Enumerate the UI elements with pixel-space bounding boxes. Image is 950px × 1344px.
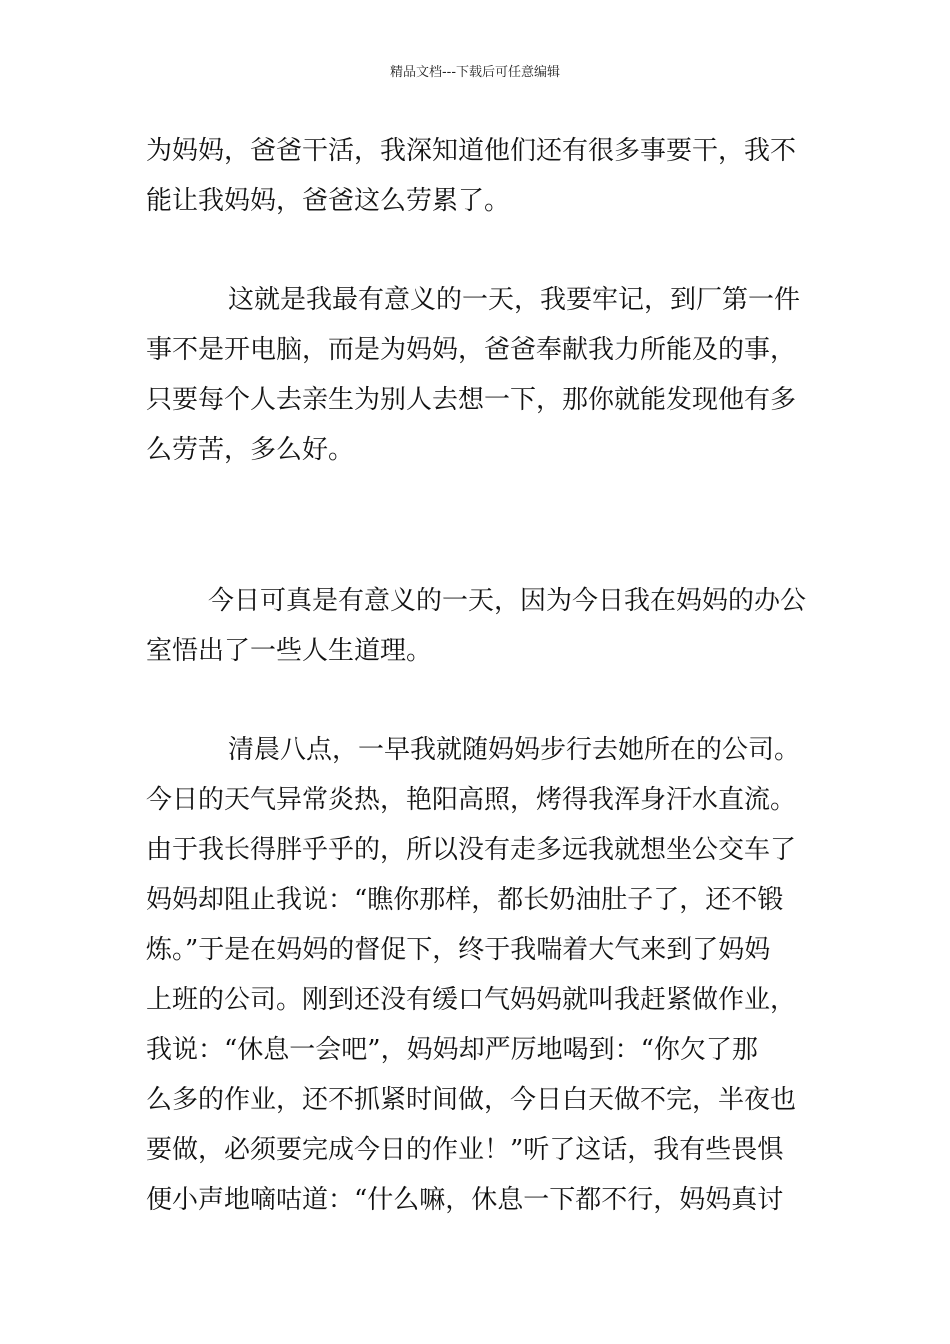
text-line: 这就是我最有意义的一天，我要牢记，到厂第一件 <box>228 285 801 315</box>
paragraph-3 <box>146 576 811 676</box>
text-line: 事不是开电脑，而是为妈妈，爸爸奉献我力所能及的事， <box>146 335 797 365</box>
text-line: 么多的作业，还不抓紧时间做，今日白天做不完，半夜也 <box>146 1085 797 1115</box>
text-line: 由于我长得胖乎乎的，所以没有走多远我就想坐公交车了 <box>146 835 797 865</box>
paragraph-1 <box>146 126 811 226</box>
text-line: 室悟出了一些人生道理。 <box>146 636 433 666</box>
paragraph-4 <box>146 725 811 1225</box>
page-header: 精品文档---下载后可任意编辑 <box>389 65 561 80</box>
text-line: 能让我妈妈，爸爸这么劳累了。 <box>146 186 511 216</box>
text-line: 今日的天气异常炎热，艳阳高照，烤得我浑身汗水直流。 <box>146 785 797 815</box>
text-line: 么劳苦，多么好。 <box>146 435 355 465</box>
text-line: 妈妈却阻止我说：“瞧你那样，都长奶油肚子了，还不锻 <box>146 885 784 915</box>
text-line: 炼。”于是在妈妈的督促下，终于我喘着大气来到了妈妈 <box>146 935 771 965</box>
paragraph-2 <box>146 275 811 475</box>
text-line: 我说：“休息一会吧”，妈妈却严厉地喝到：“你欠了那 <box>146 1035 758 1065</box>
text-line: 今日可真是有意义的一天，因为今日我在妈妈的办公 <box>208 586 807 616</box>
text-line: 清晨八点，一早我就随妈妈步行去她所在的公司。 <box>228 735 801 765</box>
text-line: 只要每个人去亲生为别人去想一下，那你就能发现他有多 <box>146 385 797 415</box>
text-line: 要做，必须要完成今日的作业！”听了这话，我有些畏惧 <box>146 1135 784 1165</box>
text-line: 便小声地嘀咕道：“什么嘛，休息一下都不行，妈妈真讨 <box>146 1185 784 1215</box>
text-line: 为妈妈，爸爸干活，我深知道他们还有很多事要干，我不 <box>146 136 797 166</box>
text-line: 上班的公司。刚到还没有缓口气妈妈就叫我赶紧做作业， <box>146 985 797 1015</box>
